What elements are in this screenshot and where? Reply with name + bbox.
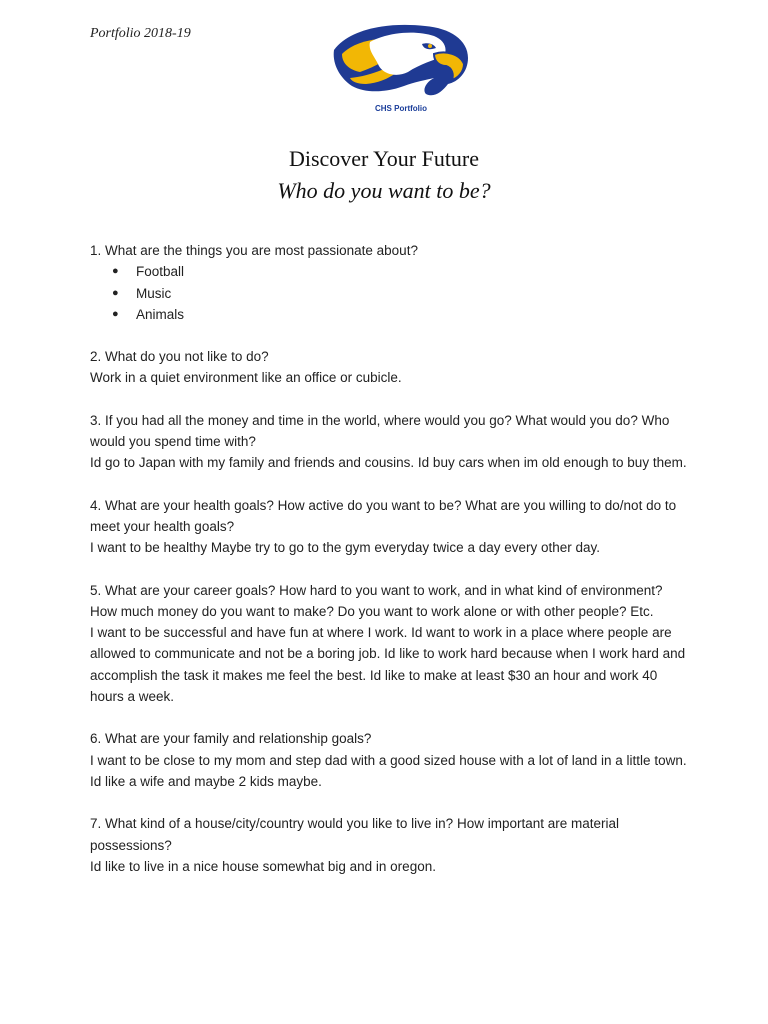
question-block-7 (90, 813, 690, 877)
page-title: Discover Your Future (288, 146, 480, 171)
list-item (112, 304, 690, 325)
page-subtitle: Who do you want to be? (277, 178, 491, 203)
eagle-logo (330, 20, 472, 120)
question-block-5 (90, 580, 690, 708)
eagle-head-icon (330, 20, 472, 102)
question-text: 1. What are the things you are most passionate about? (90, 243, 418, 258)
answer-text: Work in a quiet environment like an office or cubicle. (90, 370, 402, 386)
question-text: 2. What do you not like to do? (90, 349, 269, 365)
questions-section (90, 240, 690, 877)
question-text: 7. What kind of a house/city/country would you like to live in? How important are material possessions? (90, 816, 619, 853)
answer-text: I want to be healthy Maybe try to go to the gym everyday twice a day every other day. (90, 540, 601, 556)
list-item (112, 283, 690, 304)
bullet-icon: ● (112, 307, 119, 320)
question-block-2 (90, 346, 690, 389)
answer-text: Id like to live in a nice house somewhat big and in oregon. (90, 858, 436, 874)
question-text: 5. What are your career goals? How hard to you want to work, and in what kind of environment? How much money do you want to make? Do you want to work alone or with other people? Etc. (90, 582, 663, 619)
question-block-1 (90, 240, 690, 325)
bullet-text: Animals (136, 306, 185, 322)
answer-text: I want to be close to my mom and step dad with a good sized house with a lot of land in a little town. Id like a wife and maybe 2 kids maybe. (90, 752, 687, 789)
question-block-3 (90, 410, 690, 474)
bullet-text: Football (136, 264, 185, 280)
portfolio-label: Portfolio 2018-19 (90, 26, 191, 41)
answer-text: I want to be successful and have fun at where I work. Id want to work in a place where people are allowed to communicate and not be a boring job. Id like to work hard because when I work hard and accomplish the task it makes me feel the best. Id like to make at least $30 an hour and work 40 hours a week. (90, 625, 686, 705)
question-text: 6. What are your family and relationship goals? (90, 731, 372, 747)
question-block-6 (90, 728, 690, 792)
list-item (112, 261, 690, 282)
question-text: 3. If you had all the money and time in the world, where would you go? What would you do? Who would you spend time with? (90, 412, 670, 450)
bullet-icon: ● (112, 286, 119, 299)
question-text: 4. What are your health goals? How active do you want to be? What are you willing to do/not do to meet your health goals? (90, 497, 677, 534)
bullet-text: Music (136, 285, 172, 301)
answer-bullet-list (90, 261, 690, 325)
logo-caption: CHS Portfolio (375, 104, 427, 113)
question-block-4 (90, 495, 690, 559)
answer-text: Id go to Japan with my family and friends and cousins. Id buy cars when im old enough to buy them. (90, 455, 687, 471)
bullet-icon: ● (112, 265, 119, 278)
